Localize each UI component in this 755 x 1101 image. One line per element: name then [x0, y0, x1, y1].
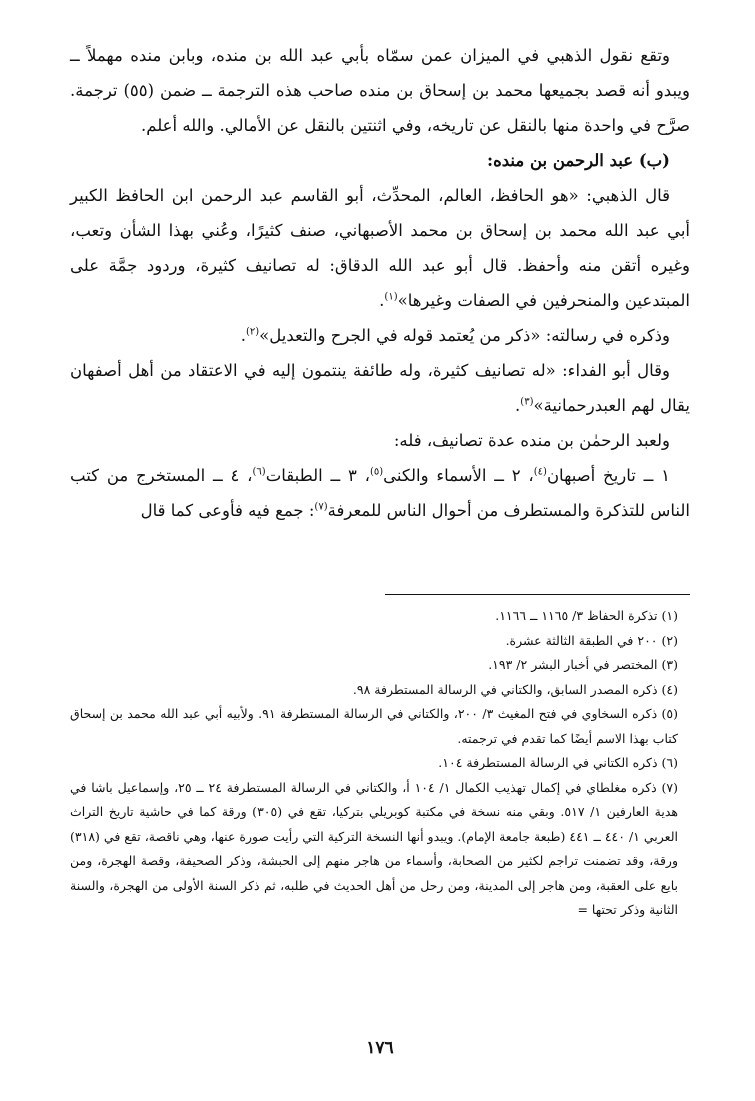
main-text [70, 38, 690, 528]
footnote-ref-7[interactable]: (٧) [314, 501, 328, 513]
paragraph-abulfida: وقال أبو الفداء: «له تصانيف كثيرة، وله طائفة ينتمون إليه في الاعتقاد من أهل أصفهان يقال لهم العبدرحمانية»$^{(٣)}$. [70, 361, 690, 415]
footnote-ref-4[interactable]: (٤) [533, 466, 547, 478]
footnote-ref-2[interactable]: (٢) [245, 326, 260, 338]
footnote-5: (٥) ذكره السخاوي في فتح المغيث ٣/ ٢٠٠، والكتاني في الرسالة المستطرفة ٩١. ولأبيه أبي عبد الله محمد بن إسحاق كتاب بهذا الاسم أيضًا كما تقدم في ترجمته. [70, 706, 679, 746]
paragraph-works-list [70, 458, 690, 528]
section-heading: (ب) عبد الرحمن بن منده: [487, 151, 670, 170]
footnote-ref-6[interactable]: (٦) [252, 466, 266, 478]
footnote-7: (٧) ذكره مغلطاي في إكمال تهذيب الكمال ١/ ١٠٤ أ، والكتاني في الرسالة المستطرفة ٢٤ ــ ٢٥، وإسماعيل باشا في هدية العارفين ١/ ٥١٧. وبقي منه نسخة في مكتبة كوبريلي بتركيا، تقع في (٣٠٥) ورقة كما في حاشية تاريخ التراث العربي ١/ ٤٤٠ ــ ٤٤١ (طبعة جامعة الإمام). ويبدو أنها النسخة التركية التي رأيت صورة عنها، وهي ناقصة، تقع في (٣١٨) ورقة، وقد تضمنت تراجم لكثير من الصحابة، وأسماء من هاجر منهم إلى الحبشة، وذكر الصحيفة، وقصة الهجرة، ومن بايع على العقبة، ومن هاجر إلى المدينة، ومن رحل من أهل الحديث في طلبه، ثم ذكر السنة الأولى من الهجرة، والسنة الثانية وذكر تحتها = [70, 779, 679, 917]
footnote-divider [385, 594, 690, 595]
paragraph-text: قال الذهبي: «هو الحافظ، العالم، المحدِّث، أبو القاسم عبد الرحمن ابن الحافظ الكبير أبي عبد الله محمد بن إسحاق بن محمد الأصبهاني، صنف كثيرًا، وعُني بهذا الشأن وتعب، وغيره أتقن منه وأحفظ. قال أبو عبد الله الدقاق: له تصانيف كثيرة، وردود جمَّة على المبتدعين والمنحرفين في الصفات وغيرها» [70, 186, 690, 310]
work-4: ، ٤ ــ المستخرج من كتب الناس للتذكرة والمستطرف من أحوال الناس للمعرفة [70, 466, 690, 520]
paragraph-risala: وذكره في رسالته: «ذكر من يُعتمد قوله في الجرح والتعديل»$^{(٢)}$. [240, 326, 670, 345]
book-page [70, 38, 690, 1068]
footnote-ref-3[interactable]: (٣) [520, 396, 534, 408]
footnote-ref-5[interactable]: (٥) [369, 466, 384, 478]
footnote-3: (٣) المختصر في أخبار البشر ٢/ ١٩٣. [488, 657, 678, 672]
work-2: ، ٢ ــ الأسماء والكنى [383, 466, 534, 485]
paragraph-works-intro: ولعبد الرحمٰن بن منده عدة تصانيف، فله: [393, 431, 670, 450]
footnote-ref-1[interactable]: (١) [384, 291, 398, 303]
footnote-1: (١) تذكرة الحفاظ ٣/ ١١٦٥ ــ ١١٦٦. [495, 608, 678, 623]
paragraph-text: وقال أبو الفداء: «له تصانيف كثيرة، وله طائفة ينتمون إليه في الاعتقاد من أهل أصفهان يقال لهم العبدرحمانية» [70, 361, 690, 415]
paragraph-dhahabi-quote: قال الذهبي: «هو الحافظ، العالم، المحدِّث، أبو القاسم عبد الرحمن ابن الحافظ الكبير أبي عبد الله محمد بن إسحاق بن محمد الأصبهاني، صنف كثيرًا، وعُني بهذا الشأن وتعب، وغيره أتقن منه وأحفظ. قال أبو عبد الله الدقاق: له تصانيف كثيرة، وردود جمَّة على المبتدعين والمنحرفين في الصفات وغيرها»$^{(١)}$. [70, 186, 690, 310]
footnote-2: (٢) ٢٠٠ في الطبقة الثالثة عشرة. [505, 632, 678, 648]
paragraph-intro: وتقع نقول الذهبي في الميزان عمن سمّاه بأبي عبد الله بن منده، وبابن منده مهملاً ــ ويبدو أنه قصد بجميعها محمد بن إسحاق بن منده صاحب هذه الترجمة ــ ضمن (٥٥) ترجمة. صرَّح في واحدة منها بالنقل عن تاريخه، وفي اثنتين بالنقل عن الأمالي. والله أعلم. [70, 46, 690, 135]
paragraph-text: وذكره في رسالته: «ذكر من يُعتمد قوله في الجرح والتعديل» [259, 326, 670, 345]
work-1: ١ ــ تاريخ أصبهان [546, 466, 670, 485]
work-3: ، ٣ ــ الطبقات [265, 466, 370, 485]
page-number: ١٧٦ [366, 1038, 394, 1058]
work-4-description: : جمع فيه فأوعى كما قال [140, 501, 315, 520]
footnote-6: (٦) ذكره الكتاني في الرسالة المستطرفة ١٠٤. [438, 755, 678, 770]
footnote-4: (٤) ذكره المصدر السابق، والكتاني في الرسالة المستطرفة ٩٨. [352, 681, 678, 697]
footnotes [70, 604, 690, 923]
